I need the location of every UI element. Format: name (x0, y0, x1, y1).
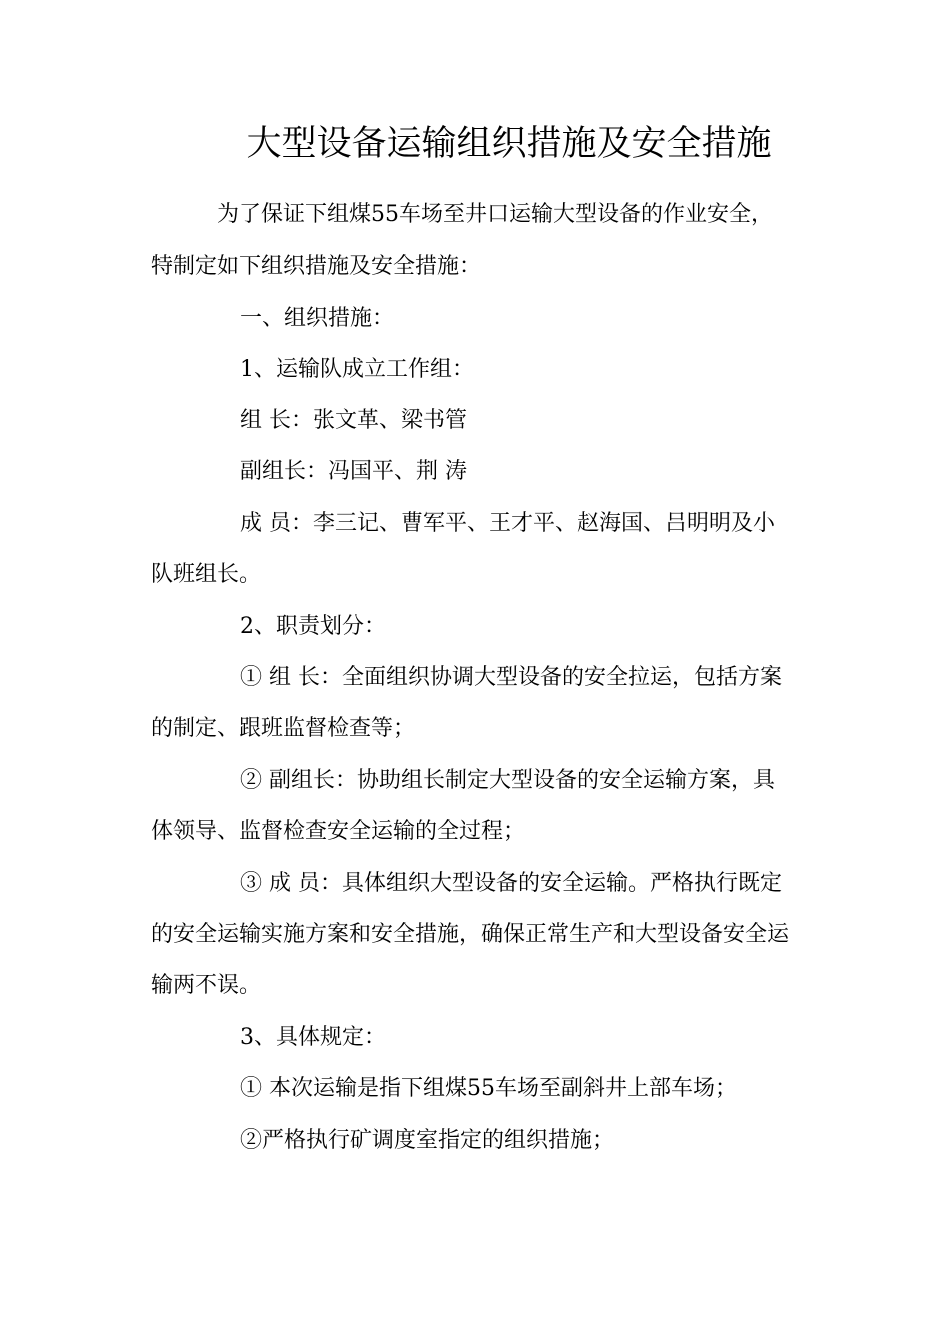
subsection-heading: 2、职责划分： (240, 614, 386, 639)
paragraph-line: 副组长：冯国平、荆 涛 (240, 459, 467, 484)
paragraph-line: 的制定、跟班监督检查等； (151, 716, 416, 741)
subsection-heading: 1、运输队成立工作组： (240, 357, 474, 382)
paragraph-line: 队班组长。 (151, 562, 262, 587)
paragraph-line: ②严格执行矿调度室指定的组织措施； (240, 1128, 615, 1153)
paragraph-line: ① 本次运输是指下组煤55车场至副斜井上部车场； (240, 1076, 737, 1101)
subsection-heading: 3、具体规定： (240, 1025, 386, 1050)
paragraph-line: 的安全运输实施方案和安全措施，确保正常生产和大型设备安全运 (151, 922, 790, 947)
paragraph-line: ② 副组长：协助组长制定大型设备的安全运输方案，具 (240, 768, 775, 793)
paragraph-line: 特制定如下组织措施及安全措施： (151, 254, 482, 279)
paragraph-line: ③ 成 员：具体组织大型设备的安全运输。严格执行既定 (240, 871, 782, 896)
paragraph-line: 组 长：张文革、梁书管 (240, 408, 467, 433)
paragraph-line: 为了保证下组煤55车场至井口运输大型设备的作业安全， (217, 202, 773, 227)
section-heading: 一、组织措施： (240, 306, 395, 331)
paragraph-line: 输两不误。 (151, 973, 262, 998)
document-title: 大型设备运输组织措施及安全措施 (246, 124, 772, 164)
paragraph-line: 体领导、监督检查安全运输的全过程； (151, 819, 526, 844)
paragraph-line: ① 组 长：全面组织协调大型设备的安全拉运，包括方案 (240, 665, 782, 690)
paragraph-line: 成 员：李三记、曹军平、王才平、赵海国、吕明明及小 (240, 511, 775, 536)
